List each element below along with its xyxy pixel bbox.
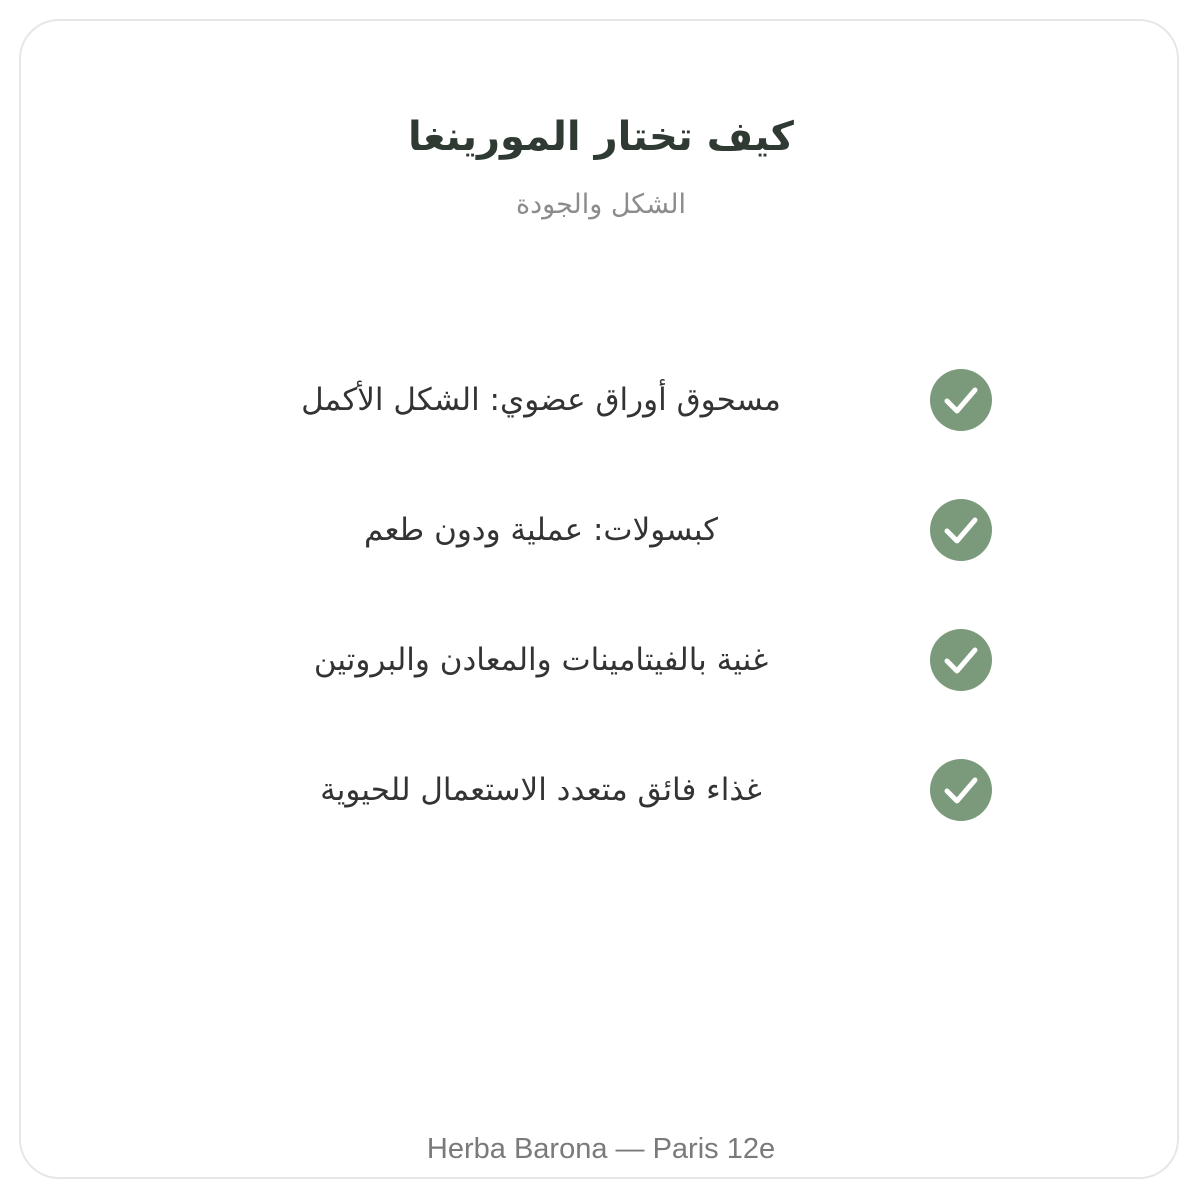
check-circle-icon: [930, 499, 992, 561]
info-card: [19, 19, 1179, 1179]
list-item: [21, 758, 1181, 822]
list-item: [21, 628, 1181, 692]
list-item-label: غنية بالفيتامينات والمعادن والبروتين: [313, 642, 769, 678]
list-item-label: كبسولات: عملية ودون طعم: [363, 512, 719, 548]
list-item: [21, 368, 1181, 432]
list-item-label: مسحوق أوراق عضوي: الشكل الأكمل: [301, 382, 781, 418]
page-subtitle: الشكل والجودة: [515, 189, 687, 220]
list-item: [21, 498, 1181, 562]
check-circle-icon: [930, 629, 992, 691]
page-title: كيف تختار المورينغا: [408, 114, 794, 160]
list-item-label: غذاء فائق متعدد الاستعمال للحيوية: [320, 772, 762, 808]
check-circle-icon: [930, 369, 992, 431]
check-circle-icon: [930, 759, 992, 821]
footer-text: Herba Barona — Paris 12e: [426, 1133, 776, 1165]
